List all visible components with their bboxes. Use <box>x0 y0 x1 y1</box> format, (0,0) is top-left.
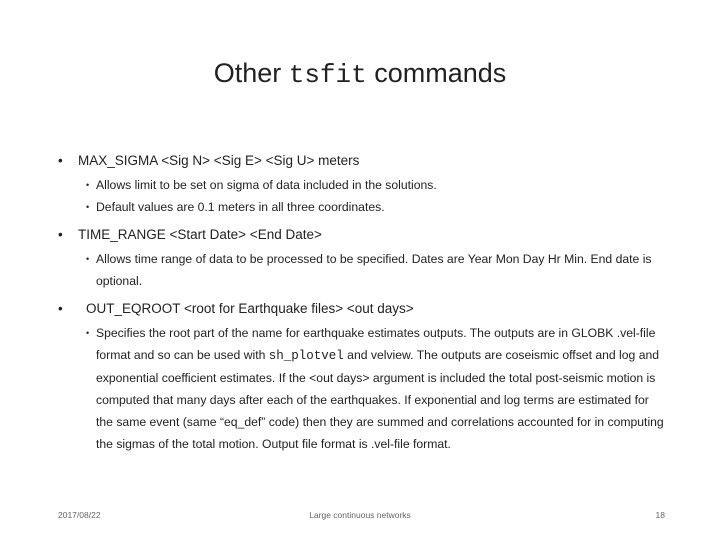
bullet-text: MAX_SIGMA <Sig N> <Sig E> <Sig U> meters <box>78 153 360 168</box>
title-prefix: Other <box>213 58 289 88</box>
sub-bullet <box>58 248 668 292</box>
sub-bullet-text: Allows time range of data to be processed to be specified. Dates are Year Mon Day Hr Min. End date is optional. <box>96 252 652 288</box>
sub-bullet-text: Default values are 0.1 meters in all three coordinates. <box>96 200 385 214</box>
sub-bullet-text-part1: Specifies the root part of the name for earthquake estimates outputs. The outputs are in GLOBK .vel-file format and so can be used with <box>96 326 656 362</box>
footer-page-number: 18 <box>655 510 665 520</box>
sub-bullet <box>58 322 668 455</box>
bullet-max-sigma <box>58 152 668 170</box>
slide-title <box>0 58 720 90</box>
bullet-dot: • <box>58 153 63 168</box>
slide-content <box>58 152 668 463</box>
inline-code: sh_plotvel <box>268 349 344 363</box>
sub-list-max-sigma <box>58 174 668 218</box>
sub-bullet-dot: • <box>86 180 90 190</box>
bullet-text: OUT_EQROOT <root for Earthquake files> <out days> <box>86 301 414 316</box>
sub-bullet-text-part2: and velview. The outputs are coseismic offset and log and exponential coefficient estimates. If the <out days> argument is included the total post-seismic motion is computed that many days after each of the earthquakes. If exponential and log terms are estimated for the same event (same “eq_def” code) then they are summed and correlations accounted for in computing the sigmas of the total motion. Output file format is .vel-file format. <box>96 348 664 451</box>
sub-list-out-eqroot <box>58 322 668 455</box>
title-suffix: commands <box>366 58 507 88</box>
sub-bullet <box>58 174 668 196</box>
footer-title: Large continuous networks <box>309 510 411 520</box>
footer-date: 2017/08/22 <box>58 510 101 520</box>
sub-bullet-dot: • <box>86 202 90 212</box>
bullet-dot: • <box>58 301 63 316</box>
bullet-dot: • <box>58 227 63 242</box>
bullet-text: TIME_RANGE <Start Date> <End Date> <box>78 227 322 242</box>
bullet-out-eqroot <box>58 300 668 318</box>
sub-list-time-range <box>58 248 668 292</box>
sub-bullet <box>58 196 668 218</box>
bullet-time-range <box>58 226 668 244</box>
sub-bullet-text: Allows limit to be set on sigma of data included in the solutions. <box>96 178 437 192</box>
title-code: tsfit <box>288 60 367 90</box>
sub-bullet-dot: • <box>86 328 90 338</box>
sub-bullet-dot: • <box>86 254 90 264</box>
